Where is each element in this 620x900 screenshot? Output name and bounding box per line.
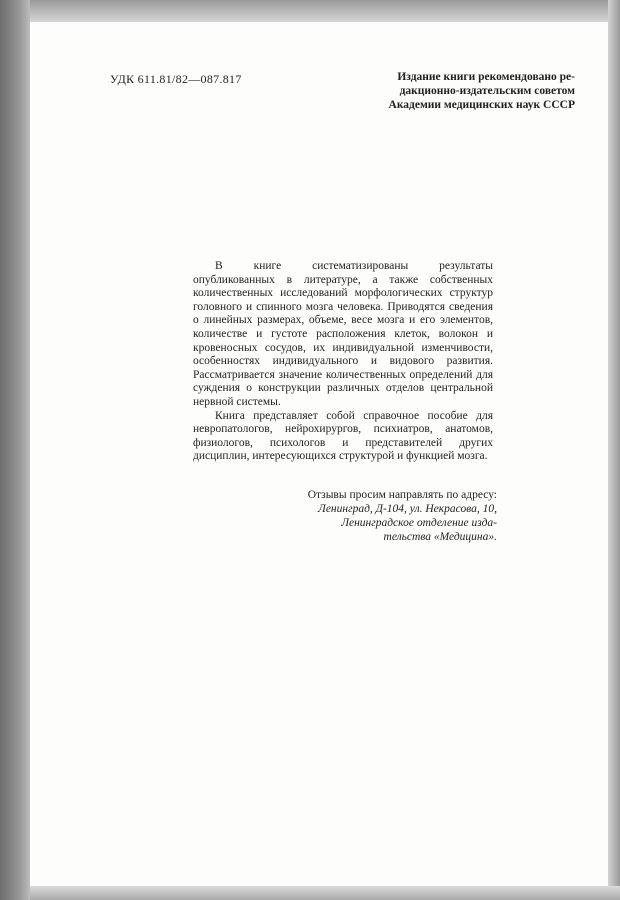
feedback-address — [255, 488, 497, 544]
address-line: Ленинградское отделение изда- — [341, 517, 497, 529]
address-line: Ленинград, Д-104, ул. Некрасова, 10, — [318, 503, 497, 515]
page-edge-right — [608, 0, 620, 900]
book-spine — [0, 0, 30, 900]
publication-recommendation — [365, 70, 575, 112]
book-page — [30, 22, 608, 886]
abstract-paragraph: В книге систематизированы результаты опубликованных в литературе, а также собственных количественных исследований морфологических структур головного и спинного мозга человека. Приводятся сведения о линейных размерах, объеме, весе мозга и его элементов, количестве и густоте расположения клеток, волокон и кровеносных сосудов, их индивидуальной изменчивости, особенностях индивидуального и видового развития. Рассматривается значение количественных определений для суждения о конструкции различных отделов центральной нервной системы. — [193, 260, 493, 408]
book-abstract — [193, 260, 493, 464]
recommendation-line: Академии медицинских наук СССР — [388, 99, 575, 111]
udk-classification: УДК 611.81/82—087.817 — [110, 72, 242, 86]
recommendation-line: дакционно-издательским советом — [399, 85, 575, 97]
abstract-paragraph: Книга представляет собой справочное пособие для невропатологов, нейрохирургов, психиатров, анатомов, физиологов, психологов и представителей других дисциплин, интересующихся структурой и функцией мозга. — [193, 409, 493, 463]
address-line: тельства «Медицина». — [383, 531, 497, 543]
recommendation-line: Издание книги рекомендовано ре- — [397, 71, 575, 83]
page-edge-bottom — [30, 886, 620, 900]
address-intro: Отзывы просим направлять по адресу: — [307, 489, 497, 501]
page-edge-top — [30, 0, 620, 22]
